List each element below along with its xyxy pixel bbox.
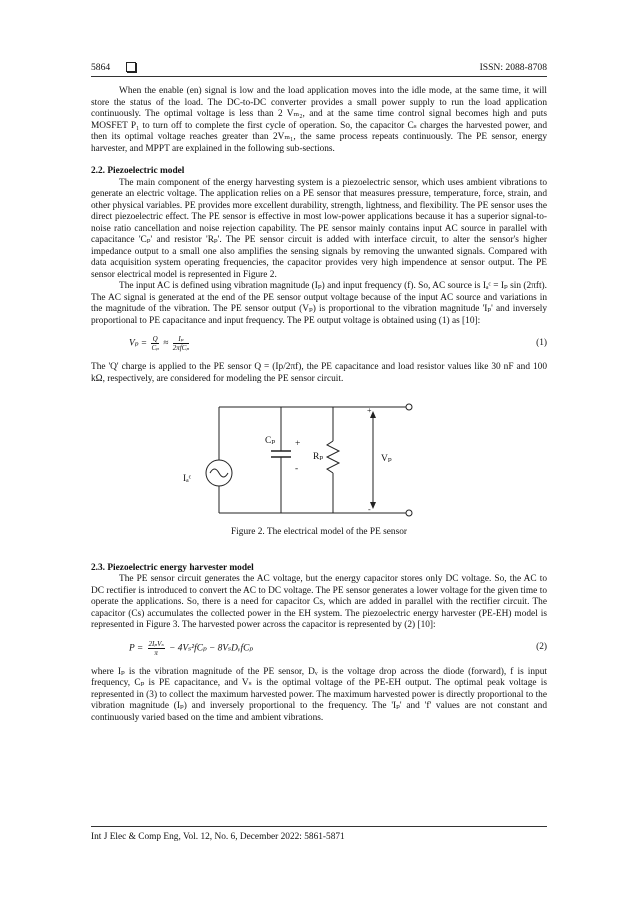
square-icon (126, 62, 136, 72)
res-label: Rₚ (313, 452, 324, 462)
eq2-frac: $\frac{\text{2IₚVₛ}}{\pi}$ (148, 639, 164, 657)
paragraph-eh-1: The PE sensor circuit generates the AC voltage, but the energy capacitor stores only DC voltage. So, the AC to DC rectifier is introduced to convert the AC to DC voltage. The PE sensor generates a lower voltage for the given time to operate the applications. So, there is a need for capacitor Cs, which are added in parallel with the rectifier circuit. The capacitor (Cs) accumulates the collected power in the EH system. The piezoelectric energy harvester (PE-EH) model is represented in Figure 3. The harvested power across the capacitor is represented by (2) [10]: (91, 574, 547, 630)
paragraph-pe-model-3: The 'Q' charge is applied to the PE sensor Q = (Ip/2πf), the PE capacitance and load resistor values like 30 nF and 100 kΩ, respectively, are considered for modeling the PE sensor circuit. (91, 362, 547, 384)
paragraph-intro: When the enable (en) signal is low and the load application moves into the idle mode, at the same time, it will store the status of the load. The DC-to-DC converter provides a small power supply to run the load application continuously. The optimal voltage is less than 2 Vₘ₂, and at the same time control signal becomes high and puts MOSFET P₁ to turn off to complete the first cycle of operation. So, the capacitor Cₛ charges the harvested power, and then its optimal voltage reaches greater than 2Vₘ₁, the same process repeats continuously. The PE sensor, energy harvester, and MPPT are explained in the following sub-sections. (91, 86, 547, 154)
section-heading-piezoelectric-model: 2.2. Piezoelectric model (91, 166, 185, 176)
paragraph-pe-model-2: The input AC is defined using vibration magnitude (Iₚ) and input frequency (f). So, AC source is Iₐᶜ = Iₚ sin (2πft). The AC signal is generated at the end of the PE sensor output voltage because of the input AC source and variations in the magnitude of the vibration. The PE sensor output (Vₚ) is proportional to the vibration magnitude 'Iₚ' and inversely proportional to PE capacitance and input frequency. The PE output voltage is obtained using (1) as [10]: (91, 281, 547, 326)
footer-citation: Int J Elec & Comp Eng, Vol. 12, No. 6, December 2022: 5861-5871 (91, 832, 345, 842)
equation-1 (91, 335, 547, 352)
figure-2-circuit (91, 391, 547, 521)
eq2-lhs: P = (129, 643, 144, 654)
equation-2 (91, 640, 547, 657)
out-label: Vₚ (381, 454, 392, 464)
issn: ISSN: 2088-8708 (479, 61, 547, 73)
eq1-frac2: $\frac{\text{Iₚ}}{\text{2πfCₚ}}$ (172, 335, 190, 352)
source-label: Iₐᶜ (183, 474, 192, 484)
equation-number-1: (1) (536, 337, 547, 348)
cap-plus: + (295, 439, 301, 449)
figure-caption: Figure 2. The electrical model of the PE sensor (230, 527, 407, 537)
cap-label: Cₚ (265, 436, 276, 446)
arrow-down-icon (370, 502, 376, 509)
eq1-lhs: Vₚ = (129, 338, 148, 349)
page-number: 5864 (91, 61, 111, 73)
equation-number-2: (2) (536, 642, 547, 653)
sine-icon (210, 469, 228, 477)
circuit-diagram (91, 391, 547, 521)
paragraph-pe-model-1: The main component of the energy harvesting system is a piezoelectric sensor, which uses ambient vibrations to generate an electric voltage. The application relies on a PE sensor that measures pressure, temperature, force, strain, and other physical variables. PE provides more excellent durability, strength, lightness, and flexibility. The PE sensor uses the direct piezoelectric effect. The PE sensor is effective in most low-power applications because it has a superior signal-to-noise ratio cancellation and noise rejection capability. The PE sensor mainly contains input AC source in parallel with capacitance 'Cₚ' and resistor 'Rₚ'. The PE sensor circuit is added with interface circuit, to alter the sensor's higher impedance output to a small one also amplifies the sensing signals by removing the unwanted signals. Compared with data acquisition system operating frequencies, the capacitor provides very high impendence at sensor output. The PE sensor electrical model is represented in Figure 2. (91, 177, 547, 280)
eq2-rest: − 4Vₛ²fCₚ − 8VₛDᵥfCₚ (169, 643, 254, 654)
terminal-top (406, 404, 412, 410)
terminal-bottom (406, 510, 412, 516)
section-heading-energy-harvester: 2.3. Piezoelectric energy harvester model (91, 562, 254, 573)
eq1-frac1: $\frac{Q}{\text{Cₚ}}$ (151, 335, 159, 352)
body-text (91, 86, 547, 724)
out-plus: + (367, 406, 372, 415)
footer-rule (91, 826, 547, 827)
resistor-zigzag (327, 441, 339, 473)
header-rule (91, 76, 547, 77)
page-header (91, 60, 547, 74)
out-minus: - (368, 505, 371, 514)
cap-minus: - (295, 464, 299, 474)
eq1-approx: ≈ (163, 338, 169, 349)
paragraph-eh-2: where Iₚ is the vibration magnitude of the PE sensor, Dᵥ is the voltage drop across the diode (forward), f is input frequency, Cₚ is PE capacitance, and Vₛ is the optimal voltage of the PE-EH output. The optimal peak voltage is represented in (3) to collect the maximum harvested power. The maximum harvested power is directly proportional to the vibration magnitude (Iₚ) and inversely proportional to the frequency. The 'Iₚ' and 'f' values are not constant and continuously varied based on the time and ambient vibrations. (91, 666, 547, 723)
